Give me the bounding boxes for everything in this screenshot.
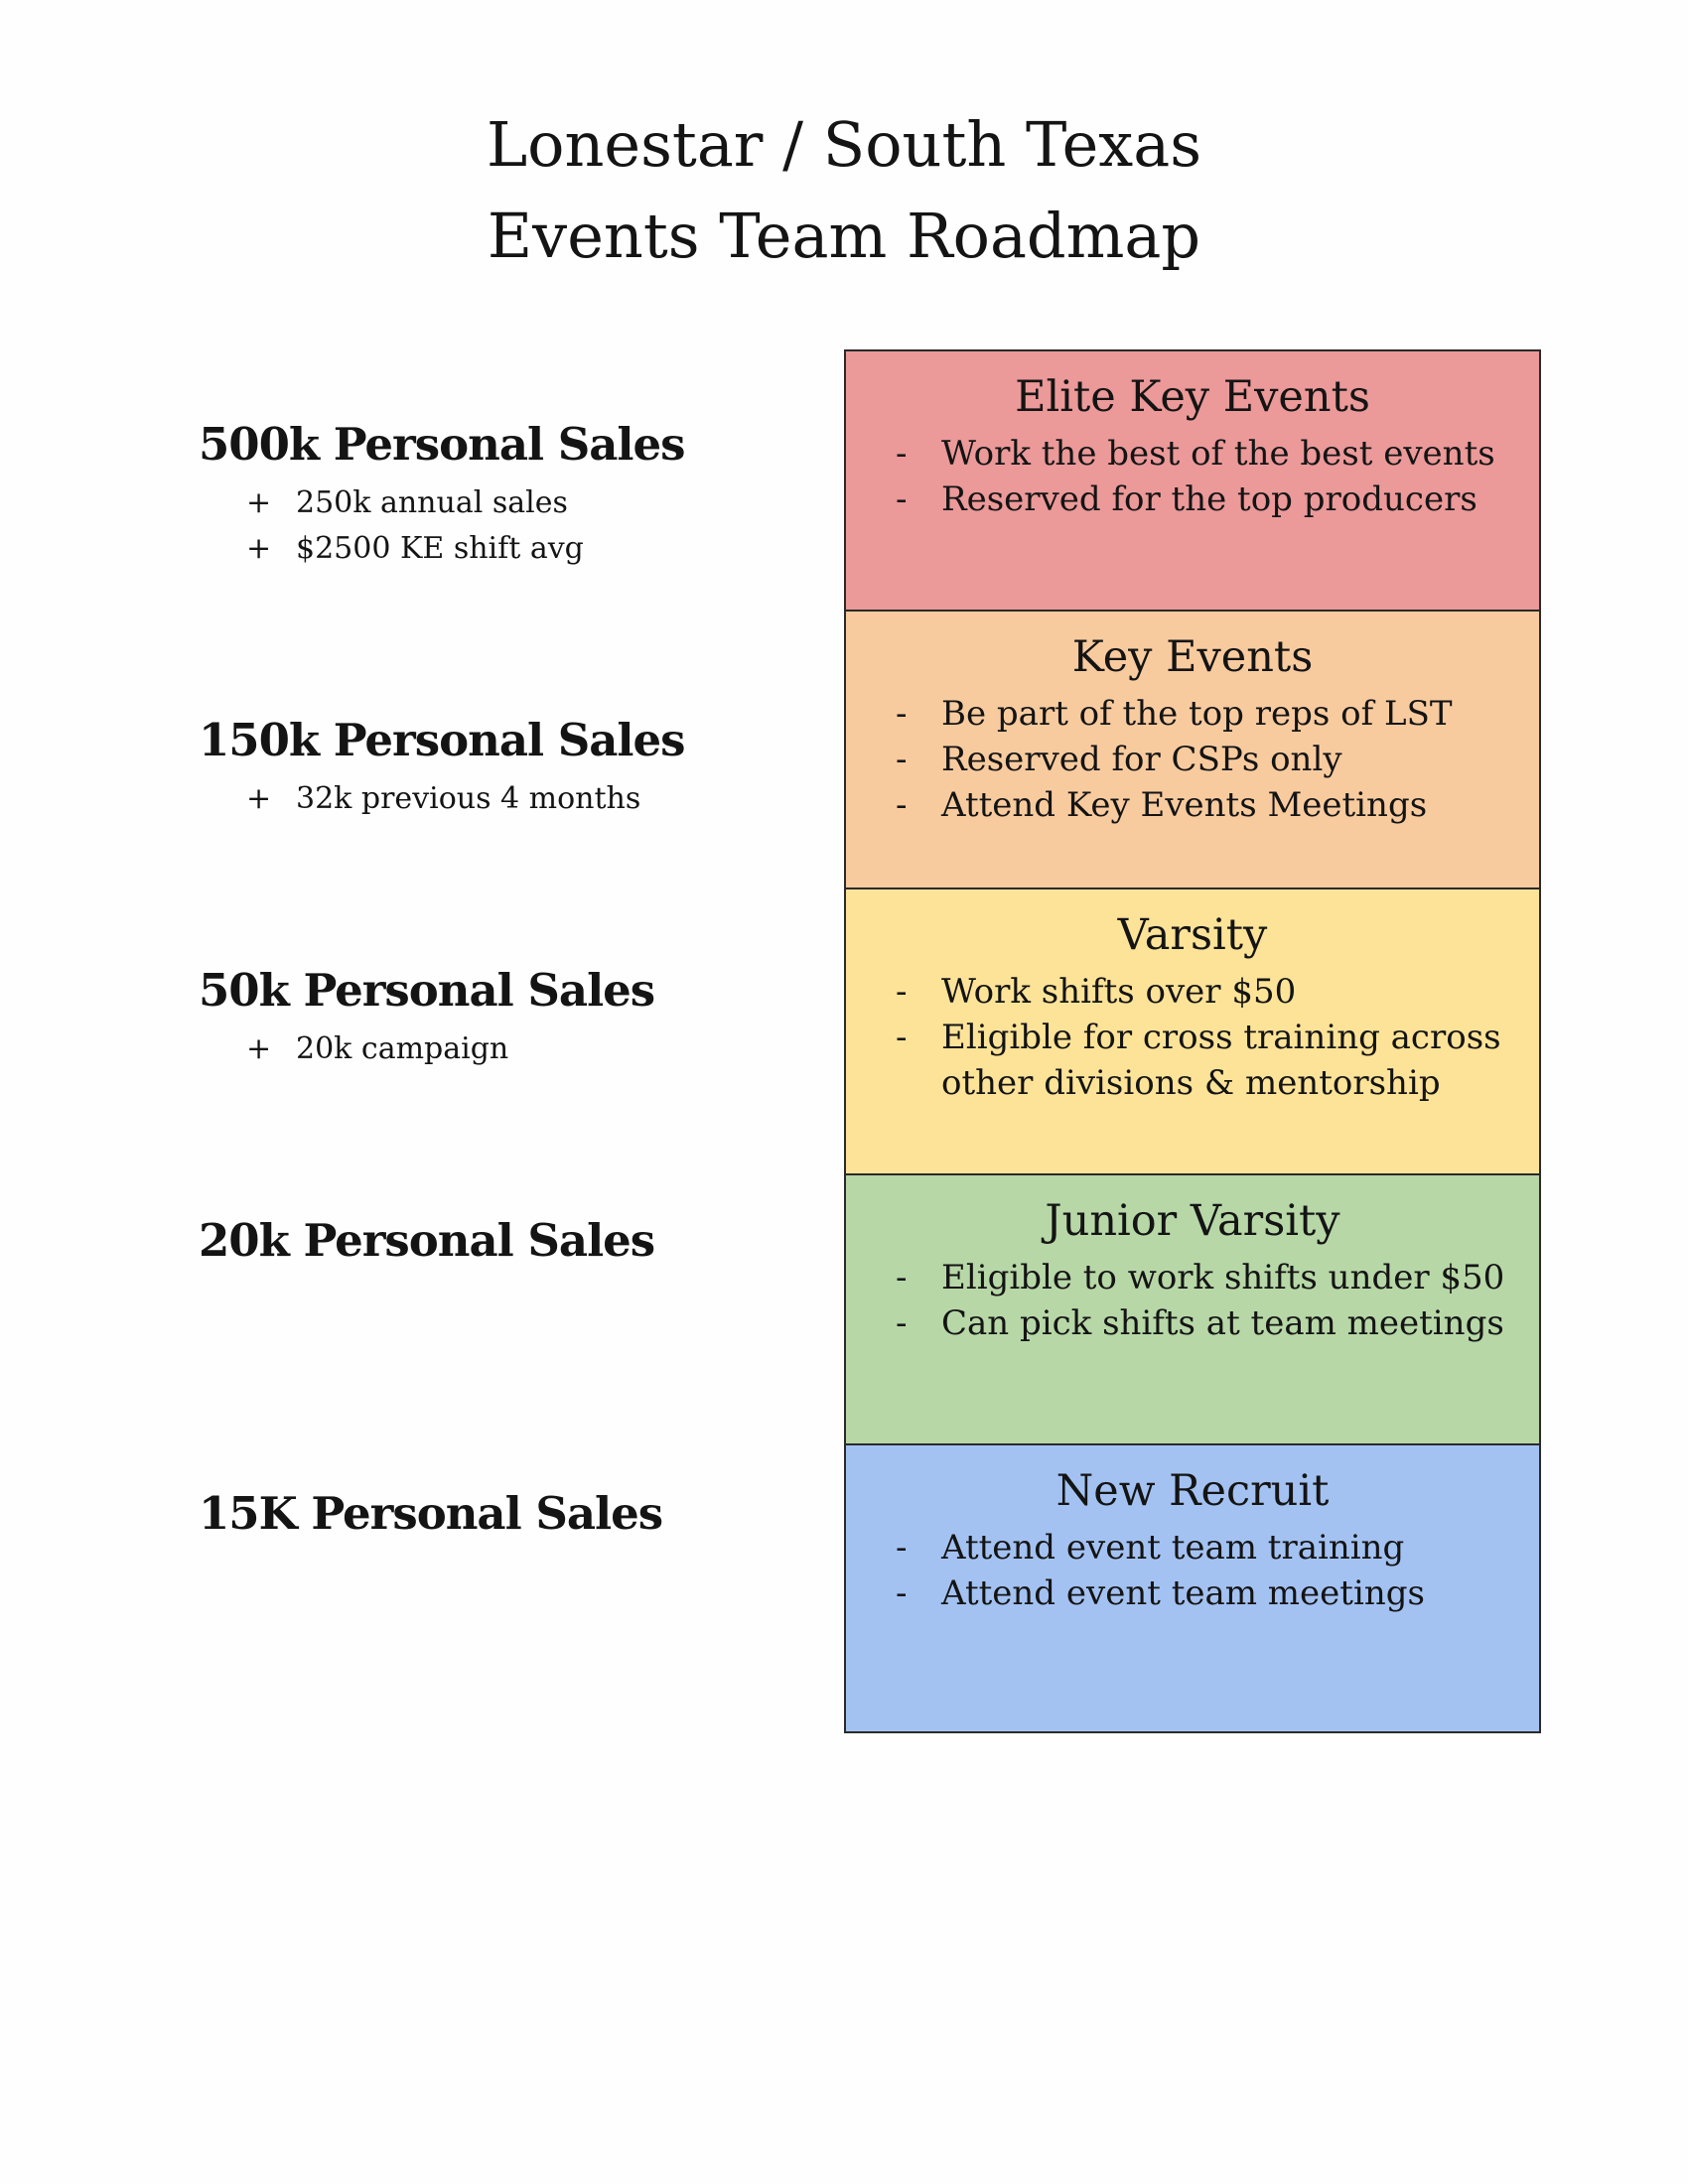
title-line-2: Events Team Roadmap <box>487 200 1201 272</box>
tier-bullet-text: Work the best of the best events <box>941 434 1495 474</box>
tier-key-events <box>846 610 1539 887</box>
tier-bullet <box>896 969 1521 1015</box>
tier-bullet <box>896 1300 1521 1346</box>
tier-title: Junior Varsity <box>1045 1196 1340 1246</box>
plus-marker: + <box>246 1031 272 1066</box>
requirement-text: 250k annual sales <box>296 485 568 520</box>
tier-bullet <box>896 1570 1521 1616</box>
tier-bullet <box>896 782 1521 828</box>
dash-marker: - <box>896 1018 908 1057</box>
tier-bullet-text: Be part of the top reps of LST <box>941 694 1453 734</box>
tier-bullet <box>896 1015 1521 1106</box>
tier-bullet-text: Attend event team training <box>941 1528 1405 1568</box>
requirement-heading: 50k Personal Sales <box>199 964 655 1017</box>
tier-bullet-text: Can pick shifts at team meetings <box>941 1303 1504 1343</box>
requirement-item <box>199 526 814 572</box>
page-title <box>0 99 1688 282</box>
tier-title: Varsity <box>1117 910 1268 960</box>
tier-bullet-text: Reserved for the top producers <box>941 479 1477 519</box>
requirement-15k <box>199 1484 814 1544</box>
dash-marker: - <box>896 1258 908 1297</box>
tier-bullets <box>896 969 1521 1106</box>
tier-bullet-text: Attend event team meetings <box>941 1573 1425 1613</box>
requirement-20k <box>199 1211 814 1271</box>
requirement-item <box>199 1026 814 1072</box>
dash-marker: - <box>896 785 908 825</box>
requirement-50k <box>199 961 814 1072</box>
requirement-list <box>199 1026 814 1072</box>
tier-varsity <box>846 887 1539 1173</box>
dash-marker: - <box>896 694 908 734</box>
requirement-list <box>199 480 814 572</box>
dash-marker: - <box>896 1573 908 1613</box>
requirement-text: 20k campaign <box>296 1031 509 1066</box>
tier-bullets <box>896 1255 1521 1346</box>
tier-bullets <box>896 431 1521 522</box>
requirement-heading: 150k Personal Sales <box>199 714 685 766</box>
tier-elite-key-events <box>846 351 1539 610</box>
requirement-150k <box>199 711 814 822</box>
tier-bullet-text: Reserved for CSPs only <box>941 740 1342 779</box>
requirement-text: 32k previous 4 months <box>296 781 641 816</box>
tier-junior-varsity <box>846 1173 1539 1443</box>
title-line-1: Lonestar / South Texas <box>486 108 1202 181</box>
tier-bullet <box>896 691 1521 737</box>
tier-bullet <box>896 737 1521 782</box>
plus-marker: + <box>246 781 272 816</box>
tier-title: New Recruit <box>1055 1466 1330 1516</box>
tier-title: Elite Key Events <box>1015 372 1370 422</box>
requirement-500k <box>199 415 814 572</box>
plus-marker: + <box>246 531 272 566</box>
requirement-list <box>199 776 814 822</box>
tier-bullet <box>896 1255 1521 1300</box>
requirement-heading: 500k Personal Sales <box>199 418 685 471</box>
tier-bullet-text: Eligible for cross training across other divisions & mentorship <box>941 1018 1501 1103</box>
requirement-text: $2500 KE shift avg <box>296 531 584 566</box>
tier-new-recruit <box>846 1443 1539 1731</box>
dash-marker: - <box>896 479 908 519</box>
tier-bullets <box>896 691 1521 828</box>
dash-marker: - <box>896 740 908 779</box>
plus-marker: + <box>246 485 272 520</box>
tier-bullet-text: Attend Key Events Meetings <box>941 785 1428 825</box>
tier-bullet <box>896 431 1521 477</box>
tier-bullets <box>896 1525 1521 1616</box>
tier-bullet <box>896 1525 1521 1570</box>
dash-marker: - <box>896 1303 908 1343</box>
requirement-item <box>199 776 814 822</box>
tier-stack <box>844 349 1541 1733</box>
requirement-item <box>199 480 814 526</box>
dash-marker: - <box>896 972 908 1012</box>
tier-bullet-text: Work shifts over $50 <box>941 972 1297 1012</box>
tier-bullet <box>896 477 1521 522</box>
dash-marker: - <box>896 1528 908 1568</box>
requirement-heading: 15K Personal Sales <box>199 1487 663 1540</box>
tier-title: Key Events <box>1071 632 1314 682</box>
requirement-heading: 20k Personal Sales <box>199 1214 655 1267</box>
dash-marker: - <box>896 434 908 474</box>
tier-bullet-text: Eligible to work shifts under $50 <box>941 1258 1505 1297</box>
